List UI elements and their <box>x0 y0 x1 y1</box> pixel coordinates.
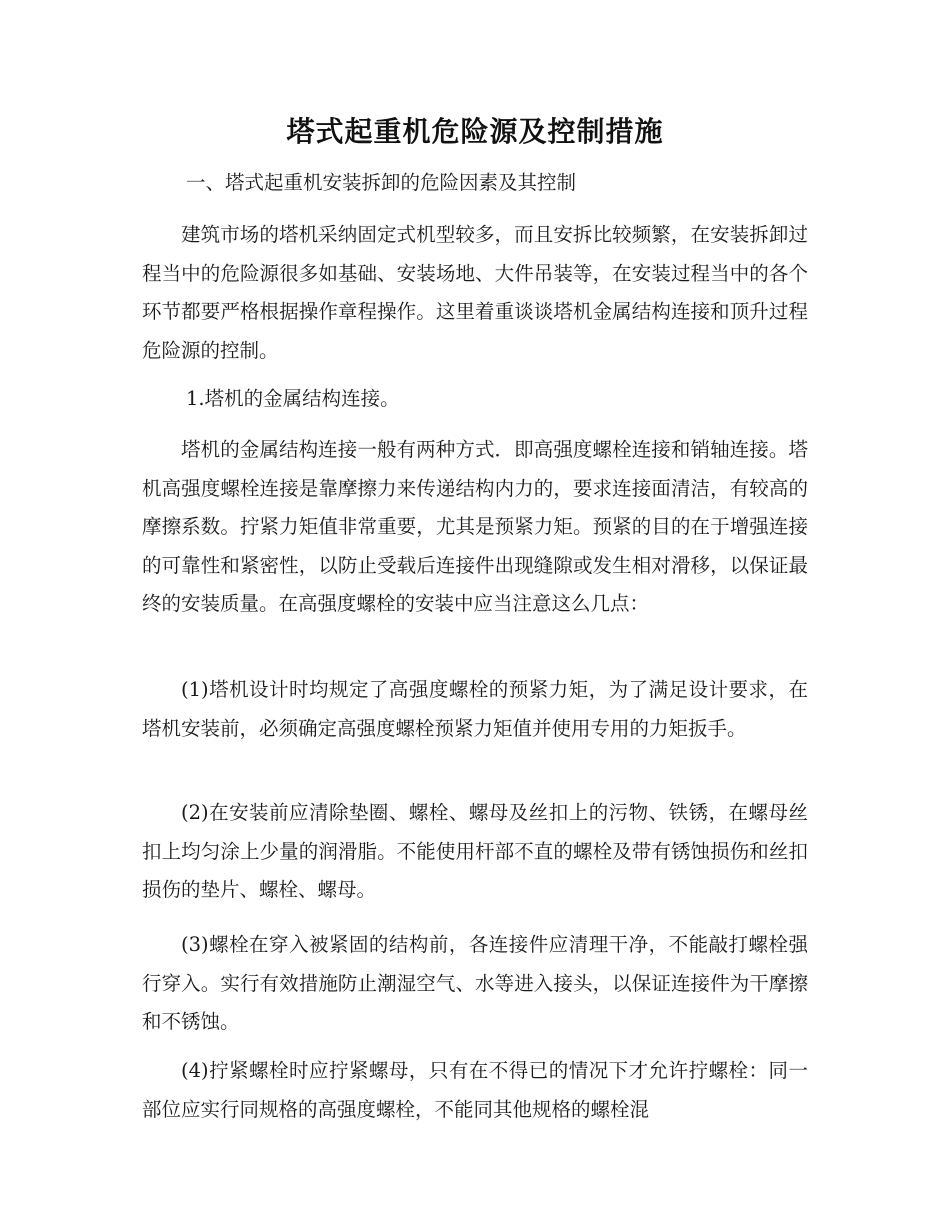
list-item-4: (4)拧紧螺栓时应拧紧螺母，只有在不得已的情况下才允许拧螺栓：同一部位应实行同规格的高强度螺栓，不能同其他规格的螺栓混 <box>142 1059 808 1121</box>
list-item-2: (2)在安装前应清除垫圈、螺栓、螺母及丝扣上的污物、铁锈，在螺母丝扣上均匀涂上少量的润滑脂。不能使用杆部不直的螺栓及带有锈蚀损伤和丝扣损伤的垫片、螺栓、螺母。 <box>142 801 808 901</box>
subheading-metal-structure: 1.塔机的金属结构连接。 <box>186 387 400 410</box>
paragraph-connection-methods: 塔机的金属结构连接一般有两种方式．即高强度螺栓连接和销轴连接。塔机高强度螺栓连接是靠摩擦力来传递结构内力的，要求连接面清洁，有较高的摩擦系数。拧紧力矩值非常重要，尤其是预紧力矩。预紧的目的在于增强连接的可靠性和紧密性，以防止受载后连接件出现缝隙或发生相对滑移，以保证最终的安装质量。在高强度螺栓的安装中应当注意这么几点： <box>142 438 808 615</box>
intro-paragraph: 建筑市场的塔机采纳固定式机型较多，而且安拆比较频繁，在安装拆卸过程当中的危险源很多如基础、安装场地、大件吊装等，在安装过程当中的各个环节都要严格根据操作章程操作。这里着重谈谈塔机金属结构连接和顶升过程危险源的控制。 <box>142 223 808 362</box>
document-title: 塔式起重机危险源及控制措施 <box>286 115 664 148</box>
section-heading: 一、塔式起重机安装拆卸的危险因素及其控制 <box>186 171 577 194</box>
list-item-1: (1)塔机设计时均规定了高强度螺栓的预紧力矩，为了满足设计要求，在塔机安装前，必须确定高强度螺栓预紧力矩值并使用专用的力矩扳手。 <box>142 678 808 740</box>
list-item-3: (3)螺栓在穿入被紧固的结构前，各连接件应清理干净，不能敲打螺栓强行穿入。实行有效措施防止潮湿空气、水等进入接头，以保证连接件为干摩擦和不锈蚀。 <box>142 933 808 1033</box>
